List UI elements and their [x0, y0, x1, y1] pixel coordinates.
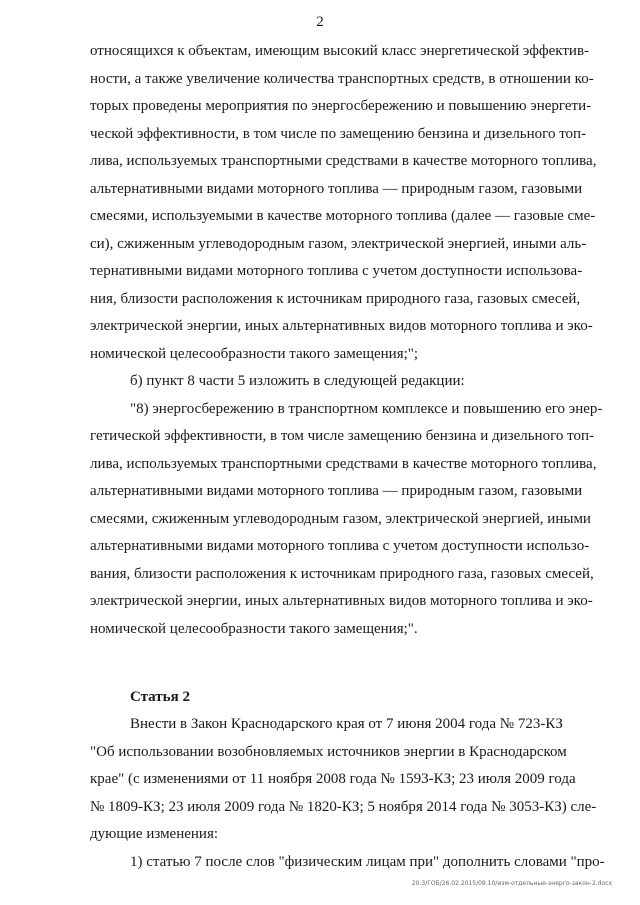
section-gap [90, 643, 560, 683]
text-line: ности, а также увеличение количества транспортных средств, в отношении ко- [90, 70, 594, 87]
amendment-item-1: 1) статью 7 после слов "физическим лицам при" дополнить словами "про- [130, 853, 605, 870]
text-line: дующие изменения: [90, 826, 219, 842]
text-line: номической целесообразности такого замещения;"; [90, 345, 419, 362]
text-line: лива, используемых транспортными средствами в качестве моторного топлива, [90, 455, 597, 472]
text-line: номической целесообразности такого замещения;". [90, 620, 418, 637]
text-line: альтернативными видами моторного топлива с учетом доступности использо- [90, 538, 590, 554]
text-line: крае" (с изменениями от 11 ноября 2008 года № 1593-КЗ; 23 июля 2009 года [90, 771, 576, 787]
text-line: альтернативными видами моторного топлива — природным газом, газовыми [90, 483, 583, 499]
text-line: № 1809-КЗ; 23 июля 2009 года № 1820-КЗ; 5 ноября 2014 года № 3053-КЗ) сле- [90, 798, 597, 815]
text-line: "8) энергосбережению в транспортном комплексе и повышению его энер- [130, 400, 603, 417]
text-line: смесями, используемыми в качестве моторного топлива (далее — газовые сме- [90, 208, 596, 224]
text-line: относящихся к объектам, имеющим высокий класс энергетической эффектив- [90, 43, 590, 59]
page-number: 2 [316, 14, 324, 30]
footer-file-path: 20.3/ГОБ/26.02.2015/09.10/изм-отдельные-энерго-закон-2.docx [411, 880, 612, 887]
text-line: торых проведены мероприятия по энергосбережению и повышению энергети- [90, 98, 592, 114]
text-line: "Об использовании возобновляемых источников энергии в Краснодарском [90, 743, 567, 760]
text-line: смесями, сжиженным углеводородным газом, электрической энергией, иными [90, 510, 591, 527]
text-line: лива, используемых транспортными средствами в качестве моторного топлива, [90, 153, 597, 169]
document-body [90, 38, 605, 876]
text-line: ния, близости расположения к источникам природного газа, газовых смесей, [90, 290, 581, 307]
text-line: гетической эффективности, в том числе замещению бензина и дизельного топ- [90, 428, 594, 444]
text-line: Внести в Закон Краснодарского края от 7 июня 2004 года № 723-КЗ [130, 716, 563, 732]
text-line: электрической энергии, иных альтернативных видов моторного топлива и эко- [90, 318, 593, 334]
text-line: альтернативными видами моторного топлива — природным газом, газовыми [90, 180, 583, 197]
text-line: электрической энергии, иных альтернативных видов моторного топлива и эко- [90, 593, 593, 609]
text-line: си), сжиженным углеводородным газом, электрической энергией, иными аль- [90, 235, 587, 252]
text-line: тернативными видами моторного топлива с учетом доступности использова- [90, 263, 583, 279]
amendment-item-b: б) пункт 8 части 5 изложить в следующей редакции: [130, 373, 465, 389]
text-line: вания, близости расположения к источникам природного газа, газовых смесей, [90, 565, 594, 582]
text-line: ческой эффективности, в том числе по замещению бензина и дизельного топ- [90, 125, 587, 142]
article-heading: Статья 2 [130, 689, 190, 705]
